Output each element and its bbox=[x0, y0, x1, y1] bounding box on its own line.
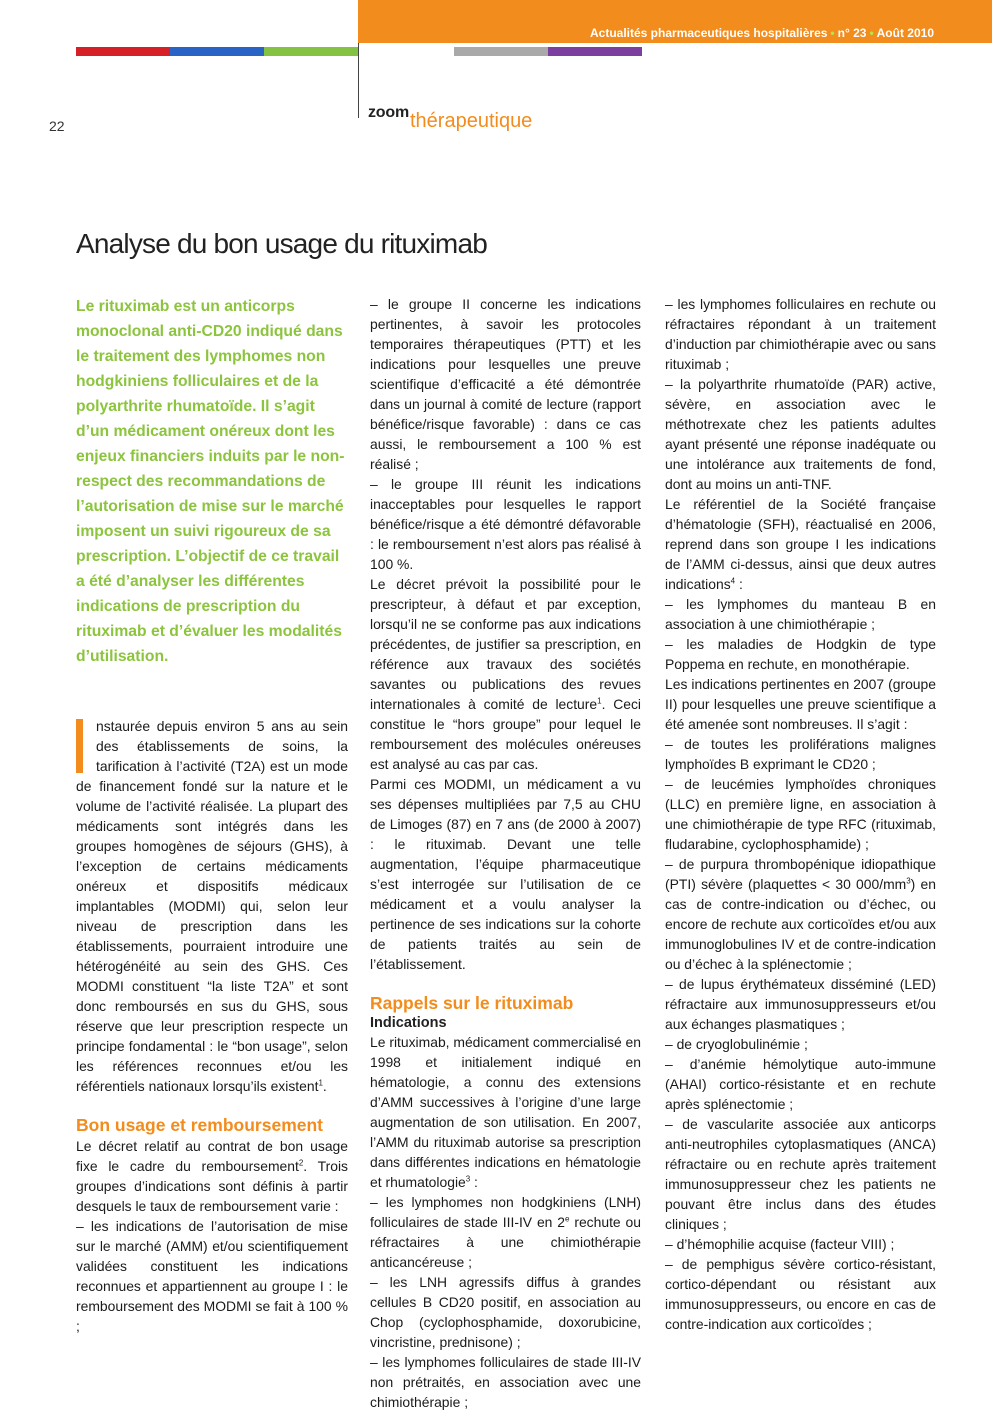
color-stripe-green bbox=[264, 47, 358, 56]
color-stripe-red bbox=[76, 47, 170, 56]
list-item: – de cryoglobulinémie ; bbox=[665, 1036, 808, 1052]
color-stripe-purple bbox=[548, 47, 642, 56]
sfh-paragraph: Le référentiel de la Société française d’hématologie (SFH), réactualisé en 2006, reprend dans son groupe I les indications de l’AMM ci-dessus, ainsi que deux autres indications$^4$ : bbox=[665, 496, 936, 592]
list-item: – les lymphomes folliculaires de stade III-IV non prétraités, en association avec une chimiothérapie ; bbox=[370, 1354, 641, 1410]
section-therapeutique: thérapeutique bbox=[409, 110, 533, 132]
section-label bbox=[368, 100, 533, 132]
list-item: – d’hémophilie acquise (facteur VIII) ; bbox=[665, 1236, 895, 1252]
list-item: – le groupe III réunit les indications inacceptables pour lesquelles le rapport bénéfice/risque a été démontré défavorable : le remboursement n’est alors pas réalisé à 100 %. bbox=[370, 476, 641, 572]
color-stripe-blue bbox=[170, 47, 264, 56]
list-item: – de pemphigus sévère cortico-résistant, cortico-dépendant ou résistant aux immunosuppresseurs, ou encore en cas de contre-indication aux corticoïdes ; bbox=[665, 1256, 936, 1332]
issue-number: n° 23 bbox=[837, 26, 867, 40]
heading-bon-usage: Bon usage et remboursement bbox=[76, 1115, 323, 1135]
list-item: – le groupe II concerne les indications pertinentes, à savoir les protocoles temporaires thérapeutiques (PTT) et les indications pour lesquelles une preuve scientifique d’efficacité a été démontrée dans un journal à comité de lecture (rapport bénéfice/risque favorable) : dans ce cas aussi, le remboursement a 100 % est réalisé ; bbox=[370, 296, 641, 472]
list-item: – les maladies de Hodgkin de type Poppema en rechute, en monothérapie. bbox=[665, 636, 936, 672]
header-divider bbox=[358, 43, 359, 118]
bon-usage-paragraph: Le décret relatif au contrat de bon usage fixe le cadre du remboursement$^2$. Trois groupes d’indications sont définis à partir desquels le taux de remboursement varie : bbox=[76, 1138, 348, 1214]
article-title: Analyse du bon usage du rituximab bbox=[76, 228, 487, 259]
list-item: – de toutes les proliférations malignes lymphoïdes B exprimant le CD20 ; bbox=[665, 736, 936, 772]
drop-cap-bar bbox=[76, 719, 83, 773]
column-3 bbox=[665, 294, 936, 1334]
list-item: – la polyarthrite rhumatoïde (PAR) active, sévère, en association avec le méthotrexate chez les patients adultes ayant présenté une réponse inadéquate ou une intolérance aux traitements de fond, dont au moins un anti-TNF. bbox=[665, 376, 936, 492]
list-item: – les lymphomes folliculaires en rechute ou réfractaires répondant à un traitement d’induction par chimiothérapie avec ou sans rituximab ; bbox=[665, 296, 936, 372]
issue-date: Août 2010 bbox=[876, 26, 934, 40]
list-item: – les indications de l’autorisation de mise sur le marché (AMM) et/ou scientifiquement validées constituent les indications reconnues et appartiennent au groupe I : le remboursement des MODMI se fait à 100 % ; bbox=[76, 1218, 348, 1334]
list-item: – de vascularite associée aux anticorps anti-neutrophiles cytoplasmatiques (ANCA) réfractaire ou en rechute après traitement immunosuppresseur chez les patients ne pouvant être inclus dans des études cliniques ; bbox=[665, 1116, 936, 1232]
color-stripe-grey bbox=[454, 47, 548, 56]
lead-paragraph: Le rituximab est un anticorps monoclonal anti-CD20 indiqué dans le traitement des lymphomes non hodgkiniens folliculaires et de la polyarthrite rhumatoïde. Il s’agit d’un médicament onéreux dont les enjeux financiers induits par le non-respect des recommandations de l’autorisation de mise sur le marché imposent un suivi rigoureux de sa prescription. L’objectif de ce travail a été d’analyser les différentes indications de prescription du rituximab et d’évaluer les modalités d’utilisation. bbox=[76, 298, 345, 665]
list-item: – d’anémie hémolytique auto-immune (AHAI) cortico-résistante et en rechute après splénectomie ; bbox=[665, 1056, 936, 1112]
journal-title: Actualités pharmaceutiques hospitalières bbox=[590, 26, 828, 40]
list-item: – de lupus érythémateux disséminé (LED) réfractaire aux immunosuppresseurs et/ou aux échanges plasmatiques ; bbox=[665, 976, 936, 1032]
column-2 bbox=[370, 294, 641, 1412]
list-item: – les lymphomes non hodgkiniens (LNH) folliculaires de stade III-IV en 2e rechute ou réfractaires à une chimiothérapie anticancéreuse ; bbox=[370, 1194, 641, 1270]
separator-dot: • bbox=[869, 26, 874, 40]
indications-paragraph: Le rituximab, médicament commercialisé en 1998 et initialement indiqué en hématologie, a connu des extensions d’AMM successives à l’origine d’une large augmentation de son utilisation. En 2007, l’AMM du rituximab autorise sa prescription dans différentes indications en hématologie et rhumatologie$^3$ : bbox=[370, 1034, 641, 1190]
page-number: 22 bbox=[49, 118, 65, 134]
list-item: – les LNH agressifs diffus à grandes cellules B CD20 positif, en association au Chop (cyclophosphamide, doxorubicine, vincristine, prednisone) ; bbox=[370, 1274, 641, 1350]
intro-paragraph: nstaurée depuis environ 5 ans au sein des établissements de soins, la tarification à l’activité (T2A) est un mode de financement fondé sur la nature et le volume de l’activité réalisée. La plupart des médicaments sont intégrés dans les groupes homogènes de séjours (GHS), à l’exception de certains médicaments onéreux et dispositifs médicaux implantables (MODMI) qui, selon leur niveau de prescription dans les établissements, pourraient introduire une hétérogénéité au sein des GHS. Ces MODMI constituent “la liste T2A” et sont donc remboursés en sus du GHS, sous réserve que leur prescription respecte un principe fondamental : le “bon usage”, selon les références reconnues et/ou les référentiels nationaux lorsqu’ils existent$^1$. bbox=[76, 718, 348, 1094]
column-1 bbox=[76, 294, 348, 1336]
section-zoom: zoom bbox=[368, 104, 409, 121]
modmi-paragraph: Parmi ces MODMI, un médicament a vu ses dépenses multipliées par 7,5 au CHU de Limoges (87) en 7 ans (de 2000 à 2007) : le rituximab. Devant une telle augmentation, l’équipe pharmaceutique s’est interrogée sur l’utilisation de ce médicament et a voulu analyser la pertinence de ses indications sur la cohorte de patients traités au sein de l’établissement. bbox=[370, 776, 641, 972]
heading-indications: Indications bbox=[370, 1015, 447, 1031]
group2-paragraph: Les indications pertinentes en 2007 (groupe II) pour lesquelles une preuve scientifique a été amenée sont nombreuses. Il s’agit : bbox=[665, 676, 936, 732]
list-item: – de purpura thrombopénique idiopathique (PTI) sévère (plaquettes < 30 $000/mm^3$) en cas de contre-indication ou d’échec, ou encore de rechute aux corticoïdes et/ou aux immunoglobulines IV et de contre-indication ou d’échec à la splénectomie ; bbox=[665, 856, 936, 972]
decret-paragraph: Le décret prévoit la possibilité pour le prescripteur, à défaut et par exception, lorsqu’il ne se conforme pas aux indications précédentes, de justifier sa prescription, en référence aux travaux des sociétés savantes ou publications des revues internationales à comité de lecture$^1$. Ceci constitue le “hors groupe” pour lequel le remboursement des molécules onéreuses est analysé au cas par cas. bbox=[370, 576, 641, 772]
list-item: – les lymphomes du manteau B en association à une chimiothérapie ; bbox=[665, 596, 936, 632]
list-item: – de leucémies lymphoïdes chroniques (LLC) en première ligne, en association à une chimiothérapie de type RFC (rituximab, fludarabine, cyclophosphamide) ; bbox=[665, 776, 936, 852]
journal-info bbox=[590, 26, 934, 40]
heading-rappels: Rappels sur le rituximab bbox=[370, 993, 574, 1013]
separator-dot: • bbox=[830, 26, 835, 40]
